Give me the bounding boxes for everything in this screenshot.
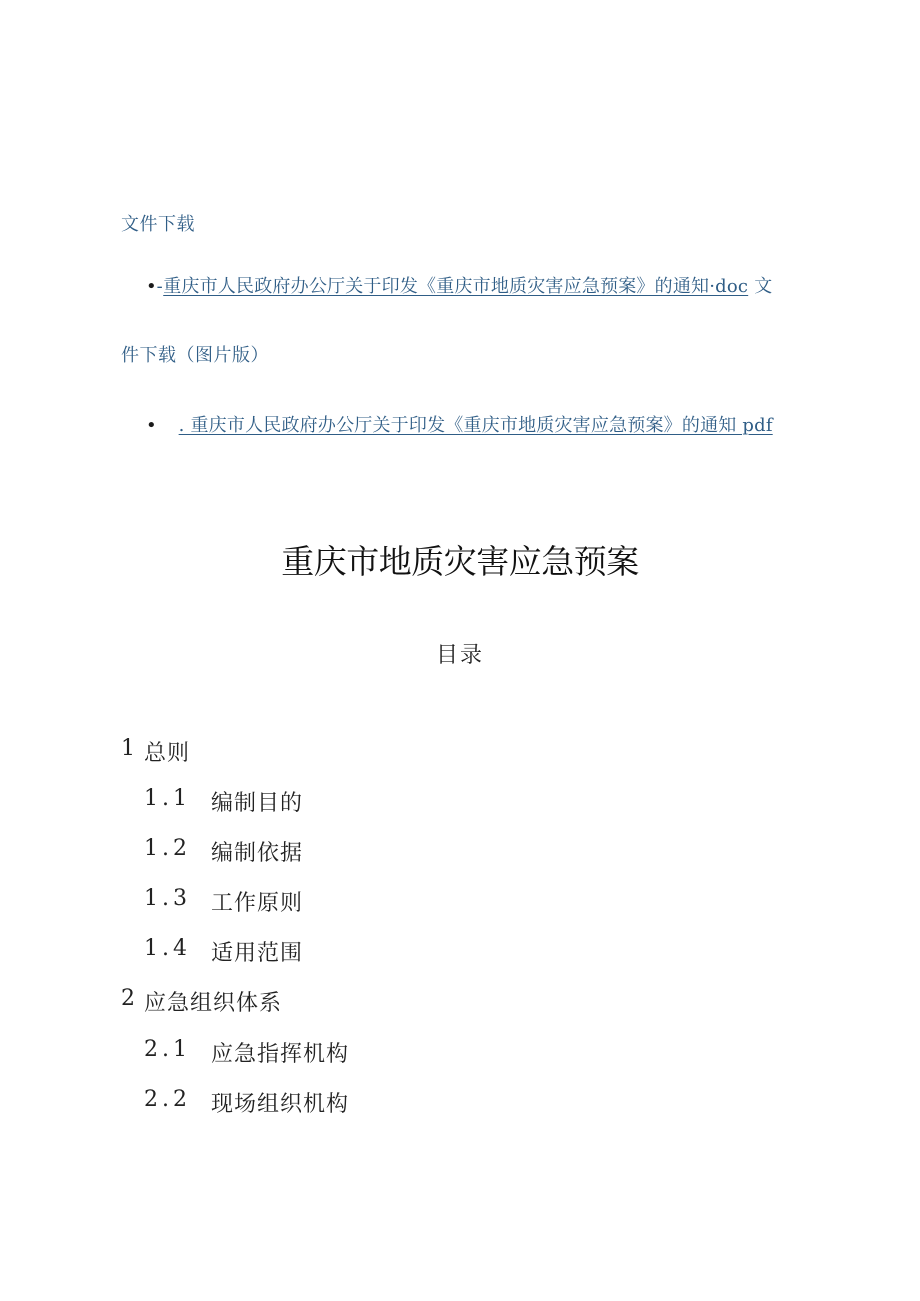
toc-label: 工作原则 — [211, 891, 304, 916]
toc-number: 1.4 — [144, 936, 191, 961]
bullet-marker: • — [146, 276, 157, 297]
wrapped-text-start: 文 — [754, 276, 773, 297]
download-doc-item — [146, 272, 773, 298]
download-doc-link[interactable]: 重庆市人民政府办公厅关于印发《重庆市地质灾害应急预案》的通知·doc — [163, 276, 749, 297]
toc-item-1-2[interactable] — [144, 836, 303, 867]
toc-label: 编制目的 — [211, 791, 304, 816]
toc-item-2-1[interactable] — [144, 1037, 349, 1068]
toc-label: 适用范围 — [211, 941, 304, 966]
toc-item-1-1[interactable] — [144, 786, 303, 817]
toc-number: 2.2 — [144, 1087, 191, 1112]
download-pdf-link[interactable]: . 重庆市人民政府办公厅关于印发《重庆市地质灾害应急预案》的通知 pdf — [178, 415, 773, 436]
toc-number: 1.2 — [144, 836, 191, 861]
toc-item-1[interactable] — [121, 736, 190, 767]
toc-number: 1.3 — [144, 886, 191, 911]
image-version-download-label: 件下载（图片版） — [121, 345, 269, 366]
toc-number: 2 — [121, 986, 136, 1011]
toc-label: 编制依据 — [211, 841, 304, 866]
toc-number: 1.1 — [144, 786, 191, 811]
toc-label: 应急指挥机构 — [211, 1042, 350, 1067]
toc-label: 应急组织体系 — [144, 991, 283, 1016]
toc-item-1-4[interactable] — [144, 936, 303, 967]
download-pdf-item — [146, 411, 773, 437]
toc-number: 1 — [121, 736, 136, 761]
link-prefix-dash: - — [156, 276, 164, 297]
toc-item-2-2[interactable] — [144, 1087, 349, 1118]
file-download-label: 文件下载 — [121, 214, 195, 235]
toc-heading: 目录 — [435, 643, 484, 668]
document-title: 重庆市地质灾害应急预案 — [281, 542, 639, 581]
toc-label: 总则 — [144, 741, 191, 766]
toc-item-1-3[interactable] — [144, 886, 303, 917]
toc-label: 现场组织机构 — [211, 1092, 350, 1117]
toc-number: 2.1 — [144, 1037, 191, 1062]
bullet-marker: • — [146, 415, 157, 436]
toc-item-2[interactable] — [121, 986, 282, 1017]
